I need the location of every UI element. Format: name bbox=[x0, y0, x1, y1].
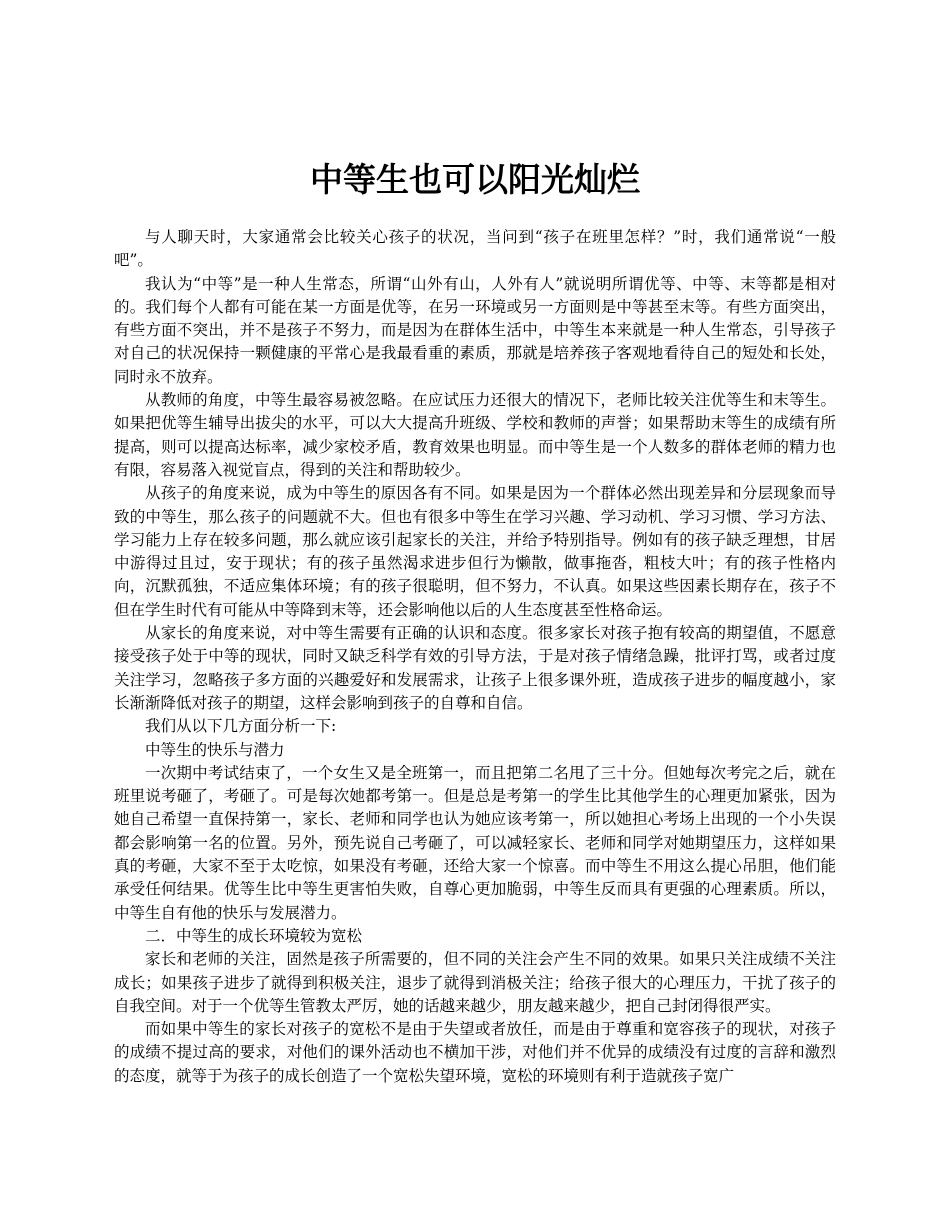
paragraph: 从家长的角度来说，对中等生需要有正确的认识和态度。很多家长对孩子抱有较高的期望值，不愿意接受孩子处于中等的现状，同时又缺乏科学有效的引导方法，于是对孩子情绪急躁，批评打骂，或者过度关注学习，忽略孩子多方面的兴趣爱好和发展需求，让孩子上很多课外班，造成孩子进步的幅度越小，家长渐渐降低对孩子的期望，这样会影响到孩子的自尊和自信。 bbox=[114, 624, 836, 712]
paragraph: 我们从以下几方面分析一下: bbox=[145, 717, 337, 736]
paragraph: 而如果中等生的家长对孩子的宽松不是由于失望或者放任，而是由于尊重和宽容孩子的现状，对孩子的成绩不提过高的要求，对他们的课外活动也不横加干涉，对他们并不优异的成绩没有过度的言辞和激烈的态度，就等于为孩子的成长创造了一个宽松失望环境，宽松的环境则有利于造就孩子宽广 bbox=[114, 1020, 836, 1085]
section-heading: 中等生的快乐与潜力 bbox=[145, 740, 285, 759]
paragraph: 家长和老师的关注，固然是孩子所需要的，但不同的关注会产生不同的效果。如果只关注成绩不关注成长；如果孩子进步了就得到积极关注，退步了就得到消极关注；给孩子很大的心理压力，干扰了孩子的自我空间。对于一个优等生管教太严厉，她的话越来越少，朋友越来越少，把自己封闭得很严实。 bbox=[114, 950, 836, 1015]
document-title: 中等生也可以阳光灿烂 bbox=[310, 160, 640, 199]
section-heading: 二．中等生的成长环境较为宽松 bbox=[145, 926, 363, 945]
paragraph: 从孩子的角度来说，成为中等生的原因各有不同。如果是因为一个群体必然出现差异和分层现象而导致的中等生，那么孩子的问题就不大。但也有很多中等生在学习兴趣、学习动机、学习习惯、学习方法、学习能力上存在较多问题，那么就应该引起家长的关注，并给予特别指导。例如有的孩子缺乏理想，甘居中游得过且过，安于现状；有的孩子虽然渴求进步但行为懒散，做事拖沓，粗枝大叶；有的孩子性格内向，沉默孤独，不适应集体环境；有的孩子很聪明，但不努力，不认真。如果这些因素长期存在，孩子不但在学生时代有可能从中等降到末等，还会影响他以后的人生态度甚至性格命运。 bbox=[114, 484, 836, 619]
paragraph: 从教师的角度，中等生最容易被忽略。在应试压力还很大的情况下，老师比较关注优等生和末等生。如果把优等生辅导出拔尖的水平，可以大大提高升班级、学校和教师的声誉；如果帮助末等生的成绩有所提高，则可以提高达标率，减少家校矛盾，教育效果也明显。而中等生是一个人数多的群体老师的精力也有限，容易落入视觉盲点，得到的关注和帮助较少。 bbox=[114, 391, 836, 479]
document-body bbox=[114, 226, 836, 1088]
paragraph: 我认为“中等”是一种人生常态，所谓“山外有山，人外有人”就说明所谓优等、中等、末等都是相对的。我们每个人都有可能在某一方面是优等，在另一环境或另一方面则是中等甚至末等。有些方面突出，有些方面不突出，并不是孩子不努力，而是因为在群体生活中，中等生本来就是一种人生常态，引导孩子对自己的状况保持一颗健康的平常心是我最看重的素质，那就是培养孩子客观地看待自己的短处和长处，同时永不放弃。 bbox=[114, 274, 836, 386]
paragraph: 一次期中考试结束了，一个女生又是全班第一，而且把第二名甩了三十分。但她每次考完之后，就在班里说考砸了，考砸了。可是每次她都考第一。但是总是考第一的学生比其他学生的心理更加紧张，因为她自己希望一直保持第一，家长、老师和同学也认为她应该考第一，所以她担心考场上出现的一个小失误都会影响第一名的位置。另外，预先说自己考砸了，可以减轻家长、老师和同学对她期望压力，这样如果真的考砸，大家不至于太吃惊，如果没有考砸，还给大家一个惊喜。而中等生不用这么提心吊胆，他们能承受任何结果。优等生比中等生更害怕失败，自尊心更加脆弱，中等生反而具有更强的心理素质。所以，中等生自有他的快乐与发展潜力。 bbox=[114, 763, 836, 922]
paragraph: 与人聊天时，大家通常会比较关心孩子的状况，当问到“孩子在班里怎样？”时，我们通常说“一般吧”。 bbox=[114, 228, 836, 270]
